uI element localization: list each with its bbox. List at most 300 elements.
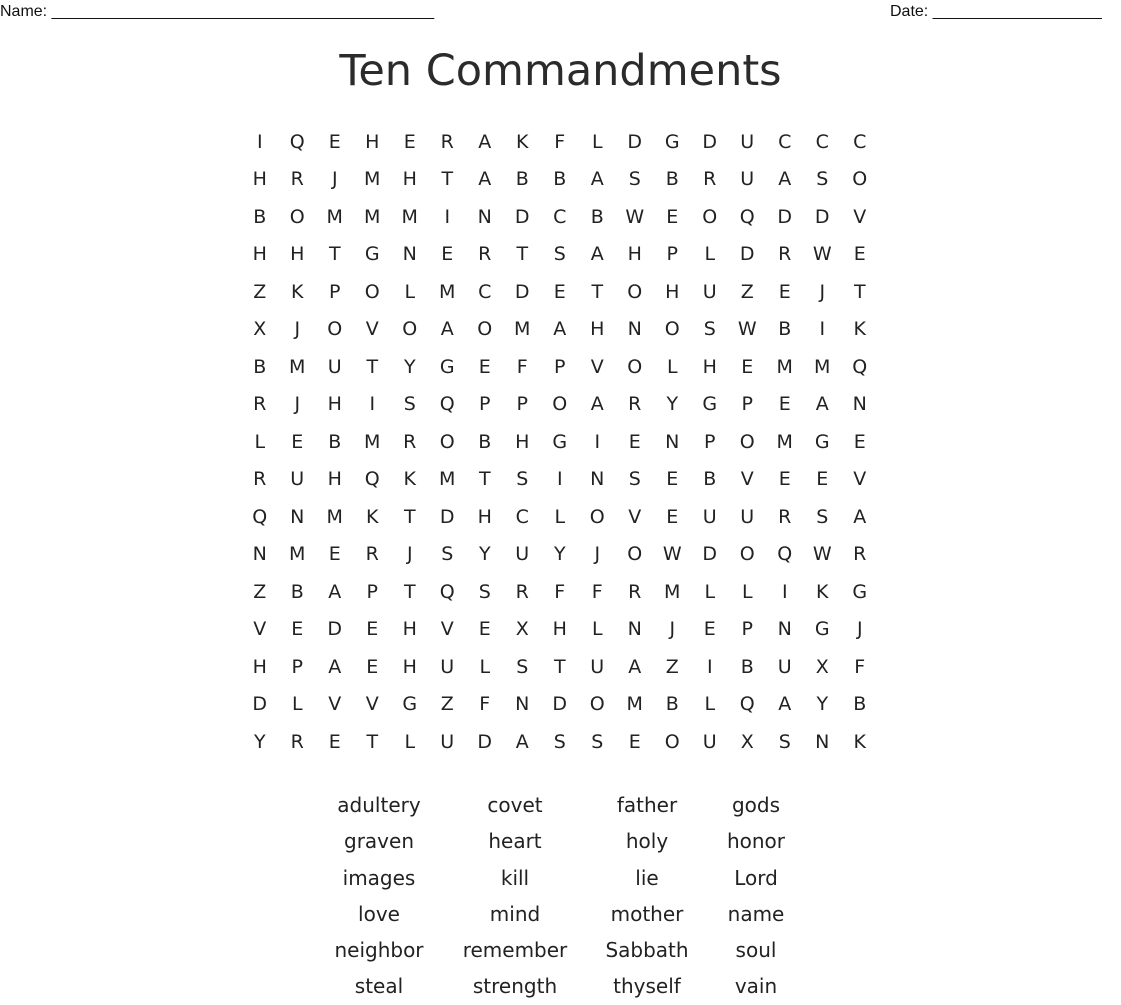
grid-cell: L [704,693,716,716]
grid-cell: Z [253,280,267,303]
grid-cell: V [628,505,642,528]
grid-cell: N [290,505,305,528]
grid-cell: U [777,655,792,678]
grid-cell: E [628,730,641,753]
grid-cell: A [478,130,492,153]
grid-cell: E [403,130,416,153]
grid-cell: W [812,543,832,566]
grid-cell: U [515,543,530,566]
grid-cell: D [814,205,830,228]
grid-cell: F [591,580,603,603]
grid-cell: S [778,730,791,753]
word-list-item: adultery [337,793,421,817]
grid-cell: L [254,430,266,453]
grid-cell: X [253,318,267,341]
grid-cell: R [778,243,792,266]
grid-cell: A [628,655,642,678]
grid-cell: F [554,580,566,603]
grid-cell: W [625,205,645,228]
grid-row [241,236,879,274]
grid-cell: S [553,730,566,753]
grid-cell: U [740,130,755,153]
grid-cell: V [365,693,379,716]
grid-cell: M [776,355,793,378]
grid-cell: F [479,693,491,716]
grid-cell: U [702,730,717,753]
grid-row [241,273,879,311]
grid-cell: T [366,355,379,378]
grid-cell: T [403,505,416,528]
grid-cell: H [477,505,492,528]
grid-cell: A [778,693,792,716]
grid-cell: R [440,130,454,153]
grid-cell: P [704,430,716,453]
grid-cell: E [778,393,791,416]
grid-cell: S [553,243,566,266]
grid-cell: P [741,618,753,641]
grid-row [241,686,879,724]
grid-cell: B [478,430,492,453]
grid-cell: E [328,730,341,753]
grid-cell: S [403,393,416,416]
grid-cell: B [553,168,567,191]
grid-cell: E [666,505,679,528]
grid-cell: A [590,168,604,191]
grid-cell: Y [666,393,679,416]
grid-cell: D [777,205,793,228]
word-list-item: thyself [613,974,681,999]
grid-cell: D [702,130,718,153]
grid-cell: G [364,243,380,266]
grid-cell: Z [253,580,267,603]
grid-cell: I [444,205,451,228]
grid-cell: S [441,543,454,566]
grid-cell: E [628,430,641,453]
grid-cell: N [852,393,867,416]
grid-cell: G [664,130,680,153]
grid-cell: A [328,580,342,603]
grid-cell: X [740,730,754,753]
grid-cell: V [365,318,379,341]
word-list-item: lie [635,865,659,890]
grid-cell: G [814,618,830,641]
grid-row [241,423,879,461]
grid-cell: N [477,205,492,228]
grid-cell: M [364,430,381,453]
grid-cell: H [702,355,717,378]
grid-cell: D [627,130,643,153]
grid-cell: S [591,730,604,753]
grid-cell: H [252,168,267,191]
grid-cell: F [516,355,528,378]
grid-cell: C [815,130,829,153]
grid-cell: E [478,618,491,641]
grid-cell: O [664,730,680,753]
grid-row [241,723,879,761]
grid-cell: M [626,693,643,716]
word-search-grid [241,123,879,761]
grid-cell: P [291,655,303,678]
grid-cell: O [739,430,755,453]
grid-cell: E [328,130,341,153]
grid-cell: G [439,355,455,378]
grid-cell: L [404,280,416,303]
grid-cell: P [554,355,566,378]
grid-cell: O [664,318,680,341]
grid-cell: A [853,505,867,528]
grid-cell: E [853,430,866,453]
grid-cell: U [740,505,755,528]
grid-cell: S [478,580,491,603]
grid-cell: C [853,130,867,153]
grid-cell: B [328,430,342,453]
grid-row [241,573,879,611]
grid-cell: W [662,543,682,566]
grid-cell: O [627,280,643,303]
grid-cell: A [515,730,529,753]
grid-cell: J [669,618,676,641]
grid-cell: N [402,243,417,266]
grid-cell: M [776,430,793,453]
grid-cell: C [778,130,792,153]
grid-row [241,123,879,161]
grid-cell: Q [439,580,455,603]
word-list-item: name [727,901,785,926]
grid-cell: H [252,655,267,678]
grid-cell: O [589,505,605,528]
grid-cell: A [553,318,567,341]
grid-cell: O [439,430,455,453]
grid-cell: V [853,468,867,491]
grid-cell: H [627,243,642,266]
grid-cell: O [552,393,568,416]
grid-cell: B [740,655,754,678]
grid-cell: M [514,318,531,341]
word-list-item: steal [354,974,404,999]
grid-cell: B [665,168,679,191]
grid-cell: V [590,355,604,378]
grid-cell: V [253,618,267,641]
grid-cell: M [364,168,381,191]
grid-cell: U [702,280,717,303]
grid-cell: D [327,618,343,641]
grid-cell: M [289,355,306,378]
grid-cell: U [327,355,342,378]
grid-cell: R [290,730,304,753]
grid-row [241,161,879,199]
word-list-item: kill [500,865,530,890]
grid-row [241,648,879,686]
grid-cell: J [406,543,413,566]
grid-cell: I [594,430,601,453]
grid-cell: S [816,168,829,191]
grid-cell: G [552,430,568,453]
grid-cell: I [781,580,788,603]
grid-cell: D [739,243,755,266]
grid-cell: J [594,543,601,566]
grid-cell: T [853,280,866,303]
grid-cell: P [516,393,528,416]
grid-cell: E [291,618,304,641]
grid-cell: U [740,168,755,191]
grid-cell: K [853,730,866,753]
grid-cell: A [815,393,829,416]
grid-cell: Y [253,730,266,753]
grid-cell: G [852,580,868,603]
grid-cell: H [552,618,567,641]
grid-cell: L [704,243,716,266]
grid-cell: T [478,468,491,491]
grid-cell: L [741,580,753,603]
grid-cell: M [439,468,456,491]
grid-cell: A [778,168,792,191]
grid-cell: D [702,543,718,566]
grid-cell: A [590,393,604,416]
grid-cell: O [702,205,718,228]
grid-cell: Y [478,543,491,566]
grid-cell: K [853,318,866,341]
grid-cell: T [441,168,454,191]
grid-cell: V [853,205,867,228]
grid-cell: K [816,580,829,603]
grid-cell: T [403,580,416,603]
grid-cell: M [289,543,306,566]
grid-cell: N [627,618,642,641]
grid-cell: E [553,280,566,303]
grid-cell: D [514,280,530,303]
grid-cell: U [590,655,605,678]
date-field: Date: ___________________ [890,3,1102,20]
grid-cell: K [403,468,416,491]
grid-cell: B [778,318,792,341]
grid-cell: R [253,468,267,491]
grid-cell: R [253,393,267,416]
grid-row [241,611,879,649]
grid-cell: O [327,318,343,341]
grid-cell: H [327,468,342,491]
grid-cell: A [590,243,604,266]
word-list-item: vain [734,974,778,999]
grid-cell: E [666,205,679,228]
grid-cell: E [366,655,379,678]
grid-cell: D [252,693,268,716]
grid-cell: L [591,618,603,641]
grid-cell: H [290,243,305,266]
grid-cell: Y [553,543,566,566]
grid-cell: Q [852,355,868,378]
grid-cell: O [589,693,605,716]
grid-cell: L [704,580,716,603]
grid-cell: R [703,168,717,191]
grid-cell: E [741,355,754,378]
grid-cell: F [554,130,566,153]
grid-cell: S [516,655,529,678]
grid-cell: J [856,618,863,641]
grid-cell: K [516,130,529,153]
grid-cell: O [627,355,643,378]
grid-row [241,348,879,386]
grid-cell: Q [439,393,455,416]
grid-cell: H [252,243,267,266]
grid-cell: M [364,205,381,228]
grid-cell: S [628,168,641,191]
word-list-item: Sabbath [605,938,689,963]
grid-cell: A [328,655,342,678]
grid-cell: R [628,580,642,603]
grid-cell: H [590,318,605,341]
word-list-item: Lord [734,865,778,890]
grid-cell: K [291,280,304,303]
grid-cell: A [440,318,454,341]
grid-cell: O [289,205,305,228]
grid-cell: I [556,468,563,491]
grid-cell: I [819,318,826,341]
grid-cell: D [477,730,493,753]
word-list [310,787,800,1005]
word-list-item: father [616,793,678,817]
word-list-item: images [342,865,416,890]
grid-cell: J [294,318,301,341]
grid-cell: Z [440,693,454,716]
grid-cell: L [666,355,678,378]
grid-cell: Z [740,280,754,303]
grid-cell: C [553,205,567,228]
grid-cell: C [515,505,529,528]
grid-cell: J [294,393,301,416]
grid-cell: B [703,468,717,491]
grid-cell: V [328,693,342,716]
grid-cell: E [291,430,304,453]
grid-row [241,198,879,236]
grid-cell: L [404,730,416,753]
word-list-item: neighbor [334,938,424,963]
word-list-item: gods [731,793,781,817]
grid-cell: K [366,505,379,528]
grid-cell: P [666,243,678,266]
grid-cell: Y [403,355,416,378]
grid-row [241,311,879,349]
grid-cell: D [514,205,530,228]
grid-cell: O [402,318,418,341]
grid-cell: E [778,280,791,303]
word-list-item: covet [487,793,543,817]
grid-row [241,386,879,424]
grid-cell: M [326,205,343,228]
grid-cell: E [853,243,866,266]
grid-cell: S [628,468,641,491]
grid-row [241,536,879,574]
grid-row [241,461,879,499]
grid-cell: L [554,505,566,528]
grid-cell: O [739,543,755,566]
grid-cell: R [403,430,417,453]
grid-cell: N [665,430,680,453]
word-list-item: mother [610,901,684,926]
grid-cell: R [853,543,867,566]
grid-cell: S [703,318,716,341]
grid-cell: S [516,468,529,491]
grid-cell: E [666,468,679,491]
grid-cell: G [402,693,418,716]
grid-cell: P [366,580,378,603]
grid-cell: M [401,205,418,228]
grid-row [241,498,879,536]
grid-cell: W [812,243,832,266]
grid-cell: V [740,468,754,491]
grid-cell: B [253,205,267,228]
grid-cell: J [819,280,826,303]
word-list-item: graven [344,829,414,854]
grid-cell: M [664,580,681,603]
grid-cell: E [478,355,491,378]
grid-cell: Z [665,655,679,678]
grid-cell: Q [364,468,380,491]
grid-cell: N [515,693,530,716]
grid-cell: M [326,505,343,528]
grid-cell: D [552,693,568,716]
grid-cell: B [590,205,604,228]
word-list-item: strength [472,974,558,999]
grid-cell: O [852,168,868,191]
word-list-item: holy [625,829,669,854]
grid-cell: S [816,505,829,528]
grid-cell: R [628,393,642,416]
grid-cell: O [364,280,380,303]
grid-cell: Q [777,543,793,566]
grid-cell: H [665,280,680,303]
grid-cell: T [516,243,529,266]
grid-cell: B [665,693,679,716]
grid-cell: P [741,393,753,416]
grid-cell: E [816,468,829,491]
grid-cell: T [591,280,604,303]
grid-cell: H [402,618,417,641]
grid-cell: H [515,430,530,453]
grid-cell: N [590,468,605,491]
grid-cell: I [369,393,376,416]
grid-cell: W [737,318,757,341]
grid-cell: D [439,505,455,528]
grid-cell: X [515,618,529,641]
grid-cell: X [815,655,829,678]
name-field: Name: ___________________________________________ [0,3,435,20]
grid-cell: L [479,655,491,678]
grid-cell: O [627,543,643,566]
grid-cell: N [252,543,267,566]
grid-cell: U [702,505,717,528]
grid-cell: R [515,580,529,603]
grid-cell: R [290,168,304,191]
grid-cell: E [441,243,454,266]
grid-cell: F [854,655,866,678]
grid-cell: Q [739,693,755,716]
grid-cell: G [702,393,718,416]
grid-cell: M [439,280,456,303]
grid-cell: M [814,355,831,378]
grid-cell: O [477,318,493,341]
word-list-item: soul [735,938,777,963]
word-list-item: remember [462,938,568,963]
grid-cell: E [703,618,716,641]
grid-cell: B [253,355,267,378]
grid-cell: I [256,130,263,153]
grid-cell: E [328,543,341,566]
grid-cell: N [627,318,642,341]
grid-cell: H [365,130,380,153]
grid-cell: N [777,618,792,641]
grid-cell: R [778,505,792,528]
grid-cell: U [440,655,455,678]
